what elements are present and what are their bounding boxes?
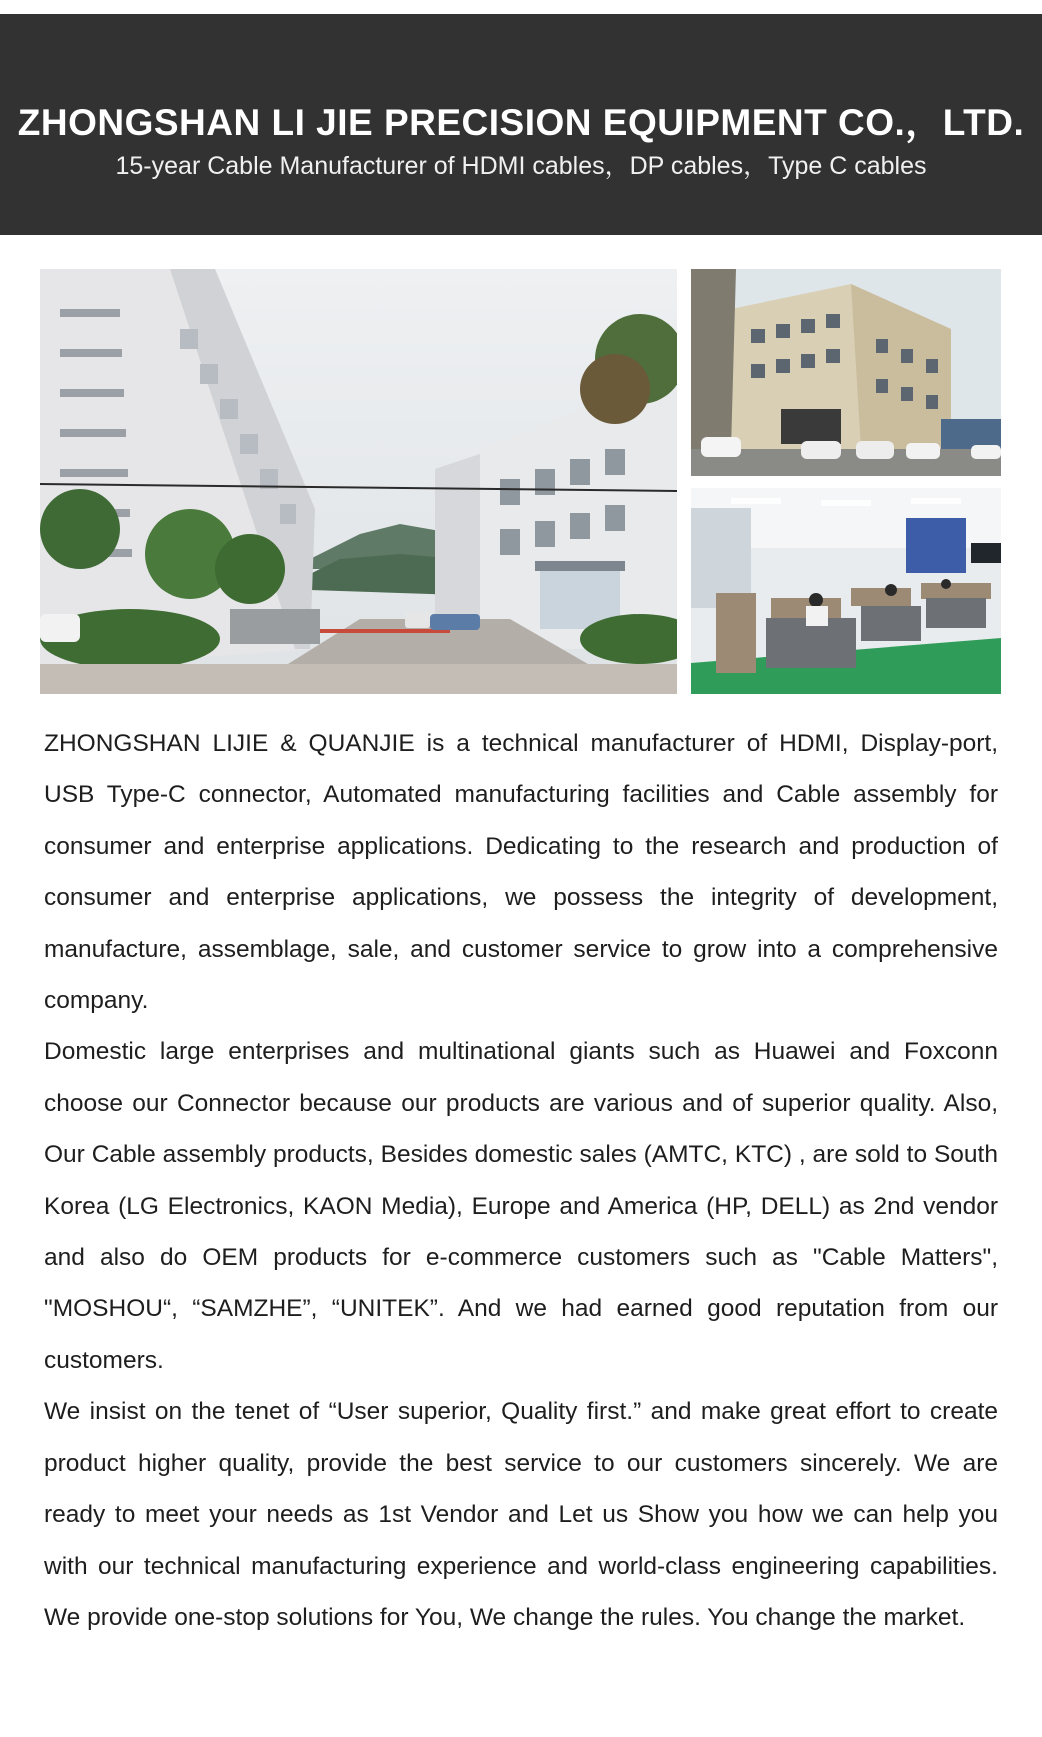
company-title: ZHONGSHAN LI JIE PRECISION EQUIPMENT CO.，LTD.	[17, 102, 1025, 143]
office-interior-photo	[691, 488, 1001, 694]
company-description	[44, 718, 998, 1643]
company-subtitle: 15-year Cable Manufacturer of HDMI cables，DP cables，Type C cables	[115, 152, 927, 180]
description-paragraph-1: ZHONGSHAN LIJIE & QUANJIE is a technical manufacturer of HDMI, Display-port, USB Type-C connector, Automated manufacturing facilities and Cable assembly for consumer and enterprise applications. Dedicating to the research and production of consumer and enterprise applications, we possess the integrity of development, manufacture, assemblage, sale, and customer service to grow into a comprehensive company.	[44, 730, 998, 1015]
company-header	[0, 14, 1042, 235]
description-paragraph-3: We insist on the tenet of “User superior, Quality first.” and make great effort to create product higher quality, provide the best service to our customers sincerely. We are ready to meet your needs as 1st Vendor and Let us Show you how we can help you with our technical manufacturing experience and world-class engineering capabilities. We provide one-stop solutions for You, We change the rules. You change the market.	[44, 1398, 998, 1631]
factory-exterior-photo	[691, 269, 1001, 476]
factory-campus-photo	[40, 269, 677, 694]
top-border	[0, 0, 1042, 14]
description-paragraph-2: Domestic large enterprises and multinational giants such as Huawei and Foxconn choose our Connector because our products are various and of superior quality. Also, Our Cable assembly products, Besides domestic sales (AMTC, KTC) , are sold to South Korea (LG Electronics, KAON Media), Europe and America (HP, DELL) as 2nd vendor and also do OEM products for e-commerce customers such as "Cable Matters", "MOSHOU“, “SAMZHE”, “UNITEK”. And we had earned good reputation from our customers.	[44, 1038, 998, 1374]
